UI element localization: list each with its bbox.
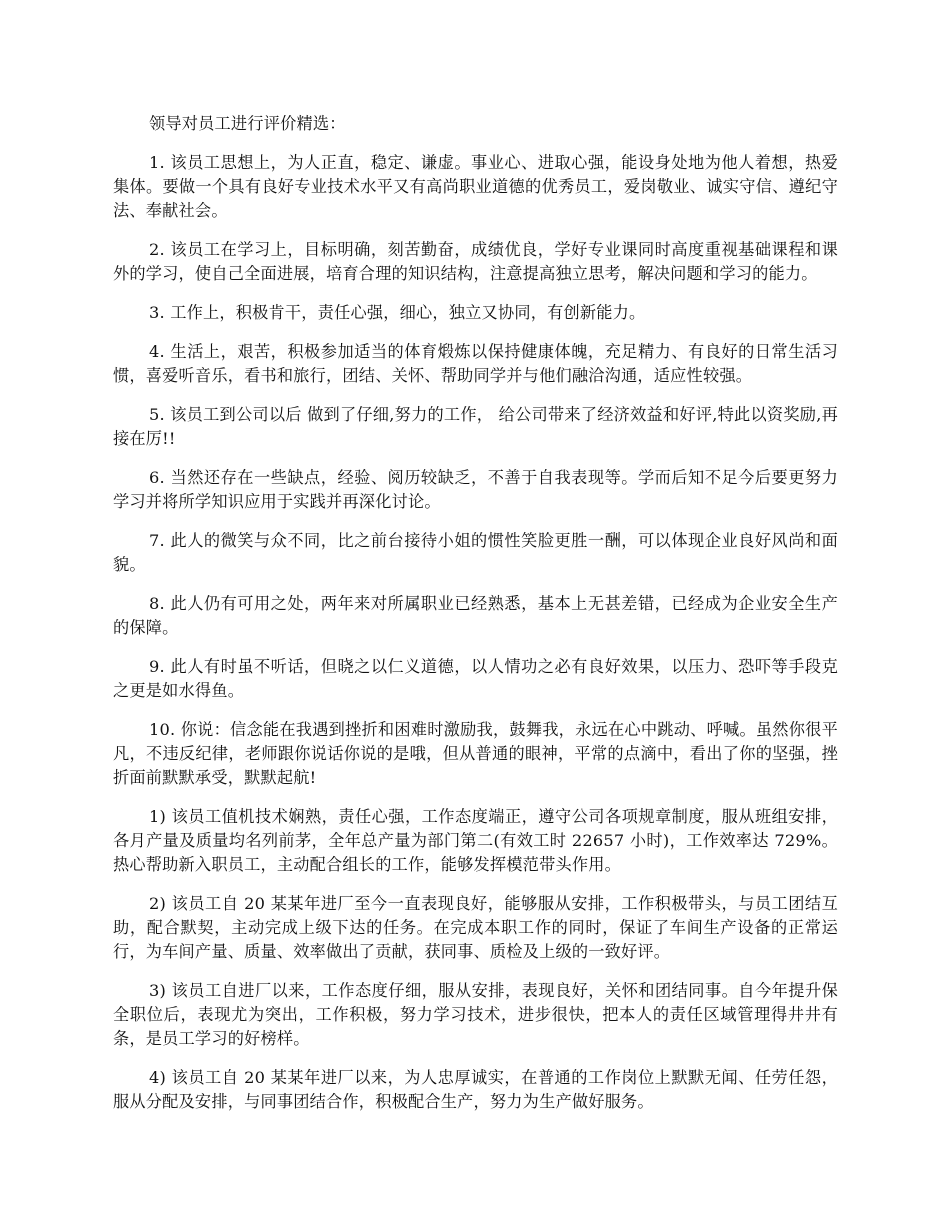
paragraph-6: 6. 当然还存在一些缺点，经验、阅历较缺乏，不善于自我表现等。学而后知不足今后要更努力学习并将所学知识应用于实践并再深化讨论。 [113,468,838,511]
paragraph-sub-4: 4) 该员工自 20 某某年进厂以来，为人忠厚诚实，在普通的工作岗位上默默无闻、任劳任怨，服从分配及安排，与同事团结合作，积极配合生产，努力为生产做好服务。 [113,1068,838,1111]
document-body [113,112,838,1129]
paragraph-9: 9. 此人有时虽不听话，但晓之以仁义道德，以人情功之必有良好效果，以压力、恐吓等手段克之更是如水得鱼。 [113,657,838,700]
paragraph-1: 1. 该员工思想上，为人正直，稳定、谦虚。事业心、进取心强，能设身处地为他人着想，热爱集体。要做一个具有良好专业技术水平又有高尚职业道德的优秀员工，爱岗敬业、诚实守信、遵纪守法、奉献社会。 [113,153,838,220]
paragraph-sub-2: 2) 该员工自 20 某某年进厂至今一直表现良好，能够服从安排，工作积极带头，与员工团结互助，配合默契，主动完成上级下达的任务。在完成本职工作的同时，保证了车间生产设备的正常运行，为车间产量、质量、效率做出了贡献，获同事、质检及上级的一致好评。 [113,894,838,961]
paragraph-sub-1: 1) 该员工值机技术娴熟，责任心强，工作态度端正，遵守公司各项规章制度，服从班组安排，各月产量及质量均名列前茅，全年总产量为部门第二(有效工时 22657 小时)，工作效率达 729%。热心帮助新入职员工，主动配合组长的工作，能够发挥模范带头作用。 [113,807,838,874]
paragraph-7: 7. 此人的微笑与众不同，比之前台接待小姐的惯性笑脸更胜一酬，可以体现企业良好风尚和面貌。 [113,531,838,574]
paragraph-sub-3: 3) 该员工自进厂以来，工作态度仔细，服从安排，表现良好，关怀和团结同事。自今年提升保全职位后，表现尤为突出，工作积极，努力学习技术，进步很快，把本人的责任区域管理得井井有条，是员工学习的好榜样。 [113,981,838,1048]
paragraph-8: 8. 此人仍有可用之处，两年来对所属职业已经熟悉，基本上无甚差错，已经成为企业安全生产的保障。 [113,594,838,637]
paragraph-4: 4. 生活上，艰苦，积极参加适当的体育煅炼以保持健康体魄，充足精力、有良好的日常生活习惯，喜爱听音乐，看书和旅行，团结、关怀、帮助同学并与他们融洽沟通，适应性较强。 [113,342,838,385]
paragraph-10: 10. 你说：信念能在我遇到挫折和困难时激励我，鼓舞我，永远在心中跳动、呼喊。虽然你很平凡，不违反纪律，老师跟你说话你说的是哦，但从普通的眼神，平常的点滴中，看出了你的坚强，挫折面前默默承受，默默起航! [113,720,838,787]
paragraph-5: 5. 该员工到公司以后 做到了仔细,努力的工作， 给公司带来了经济效益和好评,特此以资奖励,再接在厉!! [113,405,838,448]
document-heading: 领导对员工进行评价精选： [149,114,346,133]
paragraph-2: 2. 该员工在学习上，目标明确，刻苦勤奋，成绩优良，学好专业课同时高度重视基础课程和课外的学习，使自己全面进展，培育合理的知识结构，注意提高独立思考，解决问题和学习的能力。 [113,240,838,283]
paragraph-3: 3. 工作上，积极肯干，责任心强，细心，独立又协同，有创新能力。 [149,303,646,322]
